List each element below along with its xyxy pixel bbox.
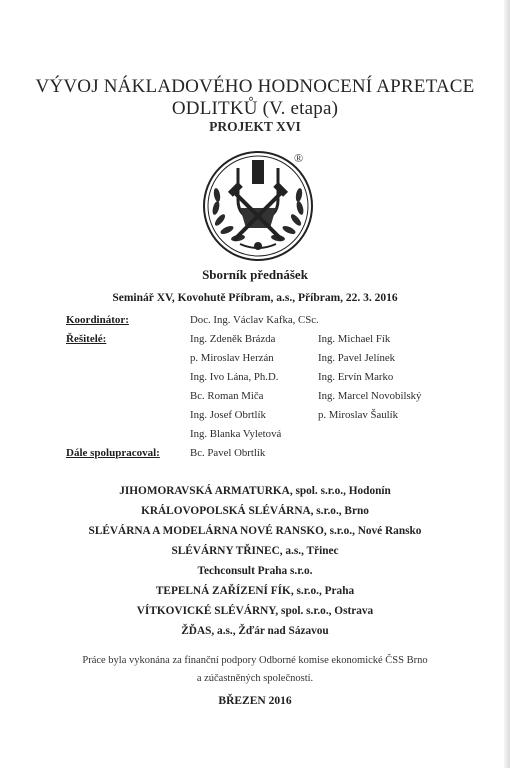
seminar-line: Seminář XV, Kovohutě Příbram, a.s., Příbram, 22. 3. 2016 [112, 292, 398, 304]
solver-name: Ing. Zdeněk Brázda [190, 333, 276, 345]
company-line: JIHOMORAVSKÁ ARMATURKA, spol. s.r.o., Hodonín [119, 485, 391, 497]
company-line: KRÁLOVOPOLSKÁ SLÉVÁRNA, s.r.o., Brno [141, 505, 369, 517]
solver-name: Ing. Blanka Vyletová [190, 428, 282, 440]
title-line-1: VÝVOJ NÁKLADOVÉHO HODNOCENÍ APRETACE [35, 76, 475, 97]
collaborator-name: Bc. Pavel Obrtlík [190, 447, 266, 459]
company-line: ŽĎAS, a.s., Žďár nad Sázavou [181, 625, 329, 637]
company-line: VÍTKOVICKÉ SLÉVÁRNY, spol. s.r.o., Ostrava [136, 605, 374, 617]
solver-name: p. Miroslav Šaulík [318, 409, 399, 421]
funding-note-line-1: Práce byla vykonána za finanční podpory Odborné komise ekonomické ČSS Brno [82, 655, 428, 666]
company-line: SLÉVÁRNA A MODELÁRNA NOVÉ RANSKO, s.r.o., Nové Ransko [88, 525, 422, 537]
company-line: TEPELNÁ ZAŘÍZENÍ FÍK, s.r.o., Praha [155, 585, 355, 597]
solver-name: p. Miroslav Herzán [190, 352, 274, 364]
title-line-2: ODLITKŮ (V. etapa) [171, 98, 339, 119]
coordinator-name: Doc. Ing. Václav Kafka, CSc. [190, 314, 319, 326]
page-edge-shadow [504, 0, 510, 768]
solvers-label: Řešitelé: [66, 333, 107, 345]
project-subtitle: PROJEKT XVI [209, 119, 301, 134]
company-line: SLÉVÁRNY TŘINEC, a.s., Třinec [171, 545, 339, 557]
proceedings-heading: Sborník přednášek [202, 267, 308, 282]
solver-name: Ing. Ivo Lána, Ph.D. [190, 371, 279, 383]
solver-name: Ing. Ervín Marko [318, 371, 394, 383]
solver-name: Bc. Roman Miča [190, 390, 264, 402]
registered-mark: ® [294, 151, 304, 165]
solver-name: Ing. Marcel Novobilský [318, 390, 422, 402]
solver-name: Ing. Pavel Jelínek [318, 352, 396, 364]
solver-name: Ing. Michael Fík [318, 333, 391, 345]
coordinator-label: Koordinátor: [66, 314, 129, 326]
publication-date: BŘEZEN 2016 [218, 695, 292, 707]
company-line: Techconsult Praha s.r.o. [197, 565, 313, 577]
funding-note-line-2: a zúčastněných společností. [196, 673, 314, 684]
solver-name: Ing. Josef Obrtlík [190, 409, 266, 421]
collaborator-label: Dále spolupracoval: [66, 447, 160, 459]
